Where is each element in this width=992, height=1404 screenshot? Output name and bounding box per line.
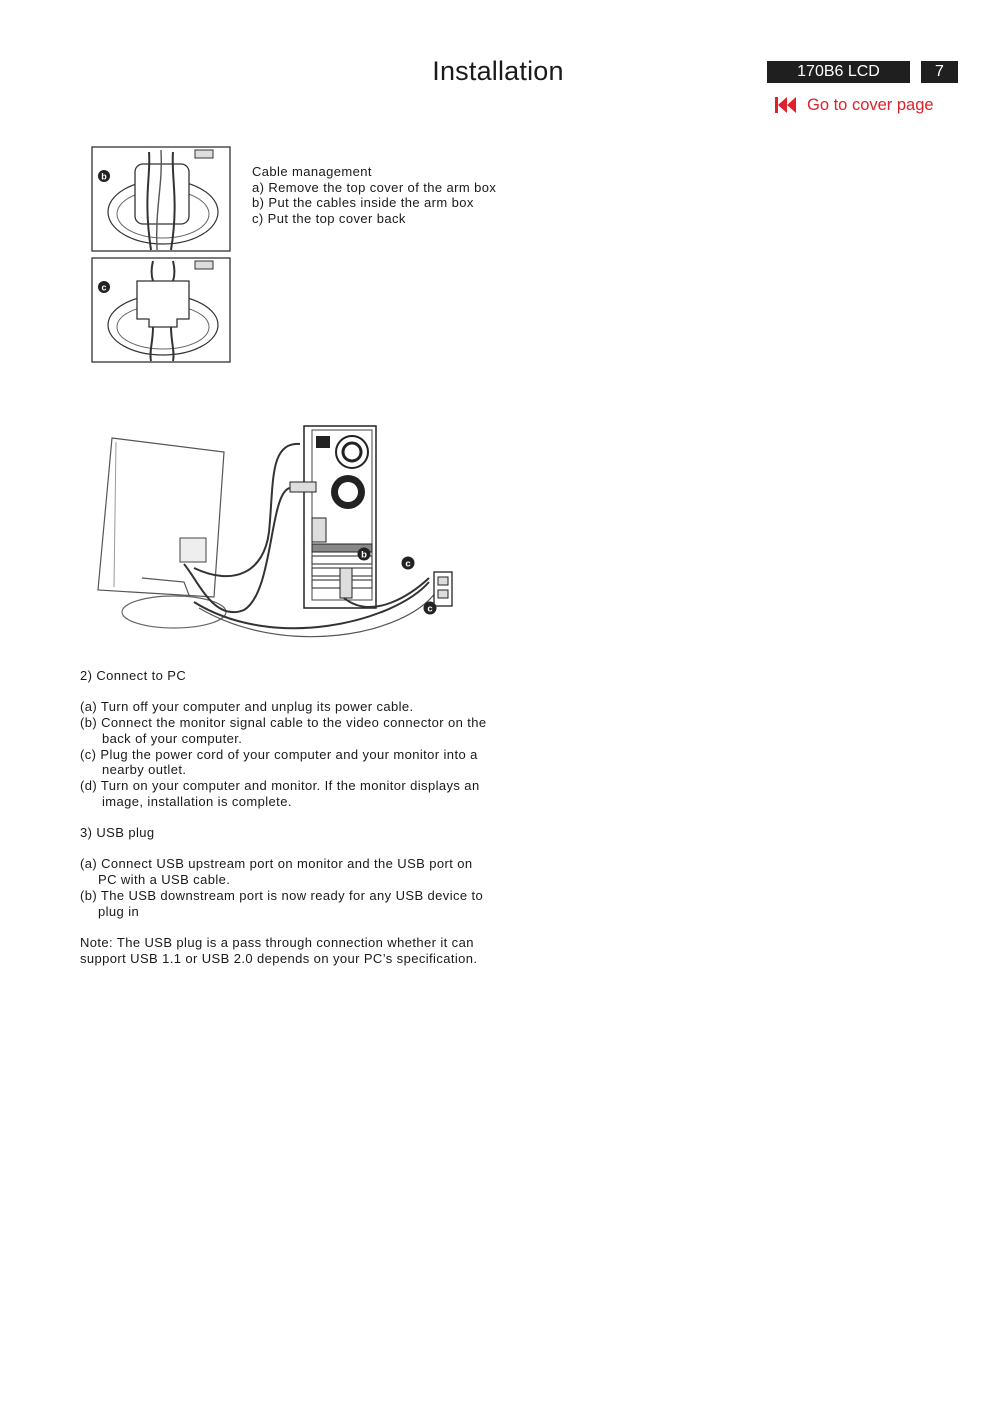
page-title: Installation [432, 56, 564, 86]
connect-step-c-cont: nearby outlet. [102, 762, 187, 778]
cable-step-a: a) Remove the top cover of the arm box [252, 179, 497, 195]
cable-step-b: b) Put the cables inside the arm box [252, 195, 474, 211]
usb-step-b-cont: plug in [98, 903, 140, 919]
usb-note-line-1: Note: The USB plug is a pass through connection whether it can [80, 934, 474, 950]
svg-text:c: c [101, 282, 107, 293]
page-number: 7 [921, 61, 958, 83]
instructions-text [80, 668, 520, 966]
svg-text:b: b [101, 171, 107, 182]
connect-step-c: (c) Plug the power cord of your computer and your monitor into a [80, 746, 478, 762]
cable-management-figure-c [91, 257, 232, 363]
connect-pc-heading: 2) Connect to PC [80, 668, 187, 683]
usb-note-line-2: support USB 1.1 or USB 2.0 depends on your PC’s specification. [80, 950, 478, 966]
go-to-cover-label: Go to cover page [807, 95, 934, 114]
cable-management-text [252, 164, 496, 227]
connect-step-d-cont: image, installation is complete. [102, 793, 292, 809]
skip-back-icon [775, 97, 797, 113]
connect-step-b-cont: back of your computer. [102, 730, 243, 746]
connect-step-d: (d) Turn on your computer and monitor. If the monitor displays an [80, 777, 480, 793]
cable-management-title: Cable management [252, 164, 372, 179]
go-to-cover-link[interactable] [775, 94, 934, 116]
svg-text:c: c [405, 558, 411, 570]
connect-step-a: (a) Turn off your computer and unplug its power cable. [80, 699, 414, 715]
pc-connection-figure [94, 422, 466, 644]
usb-step-a: (a) Connect USB upstream port on monitor and the USB port on [80, 856, 473, 872]
usb-step-b: (b) The USB downstream port is now ready for any USB device to [80, 887, 484, 903]
connect-step-b: (b) Connect the monitor signal cable to the video connector on the [80, 715, 487, 731]
usb-step-a-cont: PC with a USB cable. [98, 872, 231, 888]
svg-text:c: c [427, 603, 433, 615]
svg-text:b: b [361, 549, 367, 561]
cable-management-figure-b [91, 146, 232, 252]
cable-step-c: c) Put the top cover back [252, 211, 406, 227]
model-label: 170B6 LCD [767, 61, 910, 83]
usb-heading: 3) USB plug [80, 825, 155, 840]
